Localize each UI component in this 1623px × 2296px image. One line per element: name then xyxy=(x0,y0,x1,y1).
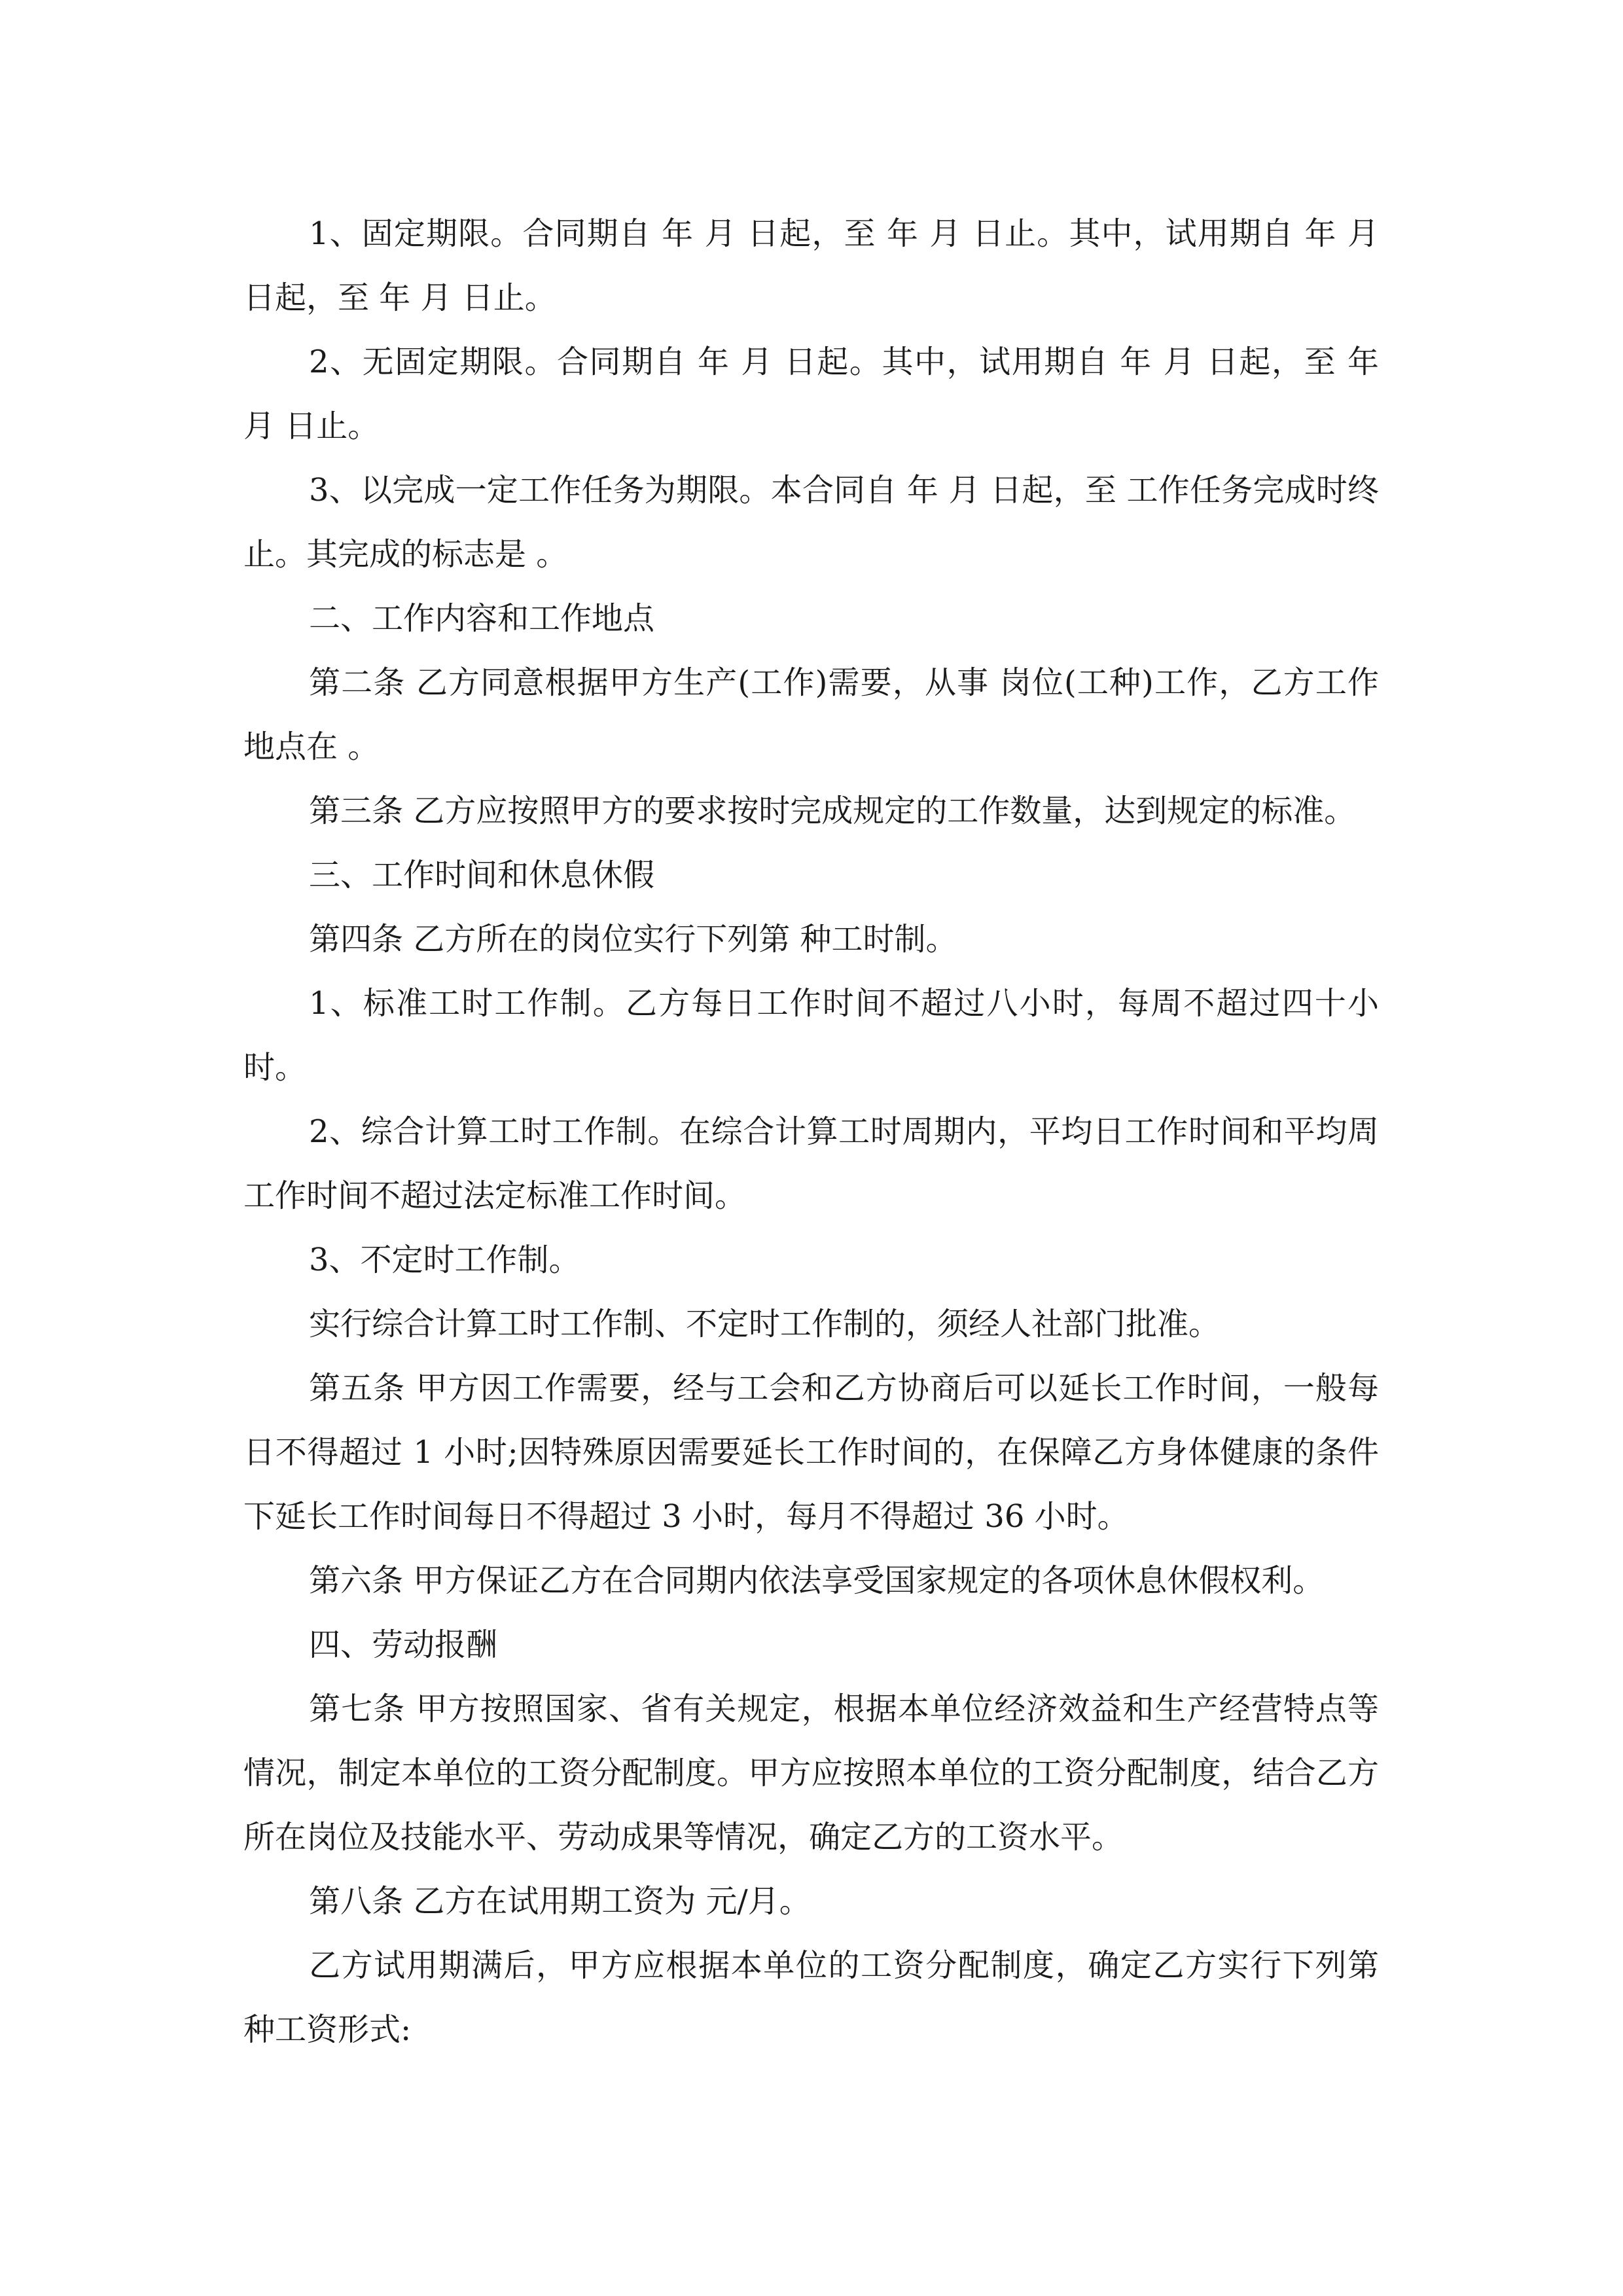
article-3: 第三条 乙方应按照甲方的要求按时完成规定的工作数量，达到规定的标准。 xyxy=(309,793,1356,829)
article-6: 第六条 甲方保证乙方在合同期内依法享受国家规定的各项休息休假权利。 xyxy=(309,1562,1325,1599)
section-heading-remuneration: 四、劳动报酬 xyxy=(309,1626,498,1663)
section-heading-working-hours: 三、工作时间和休息休假 xyxy=(309,857,655,893)
paragraph-open-ended-term: 2、无固定期限。合同期自 年 月 日起。其中，试用期自 年 月 日起，至 年 月 日止。 xyxy=(243,344,1389,444)
paragraph-standard-hours: 1、标准工时工作制。乙方每日工作时间不超过八小时，每周不超过四十小时。 xyxy=(243,985,1379,1086)
paragraph-fixed-term: 1、固定期限。合同期自 年 月 日起，至 年 月 日止。其中，试用期自 年 月 日起，至 年 月 日止。 xyxy=(243,215,1389,316)
paragraph-post-probation-wage: 乙方试用期满后，甲方应根据本单位的工资分配制度，确定乙方实行下列第 种工资形式: xyxy=(243,1947,1389,2048)
article-8: 第八条 乙方在试用期工资为 元/月。 xyxy=(309,1883,811,1920)
paragraph-flexible-hours: 3、不定时工作制。 xyxy=(309,1242,580,1278)
paragraph-task-based-term: 3、以完成一定工作任务为期限。本合同自 年 月 日起，至 工作任务完成时终止。其完成的标志是 。 xyxy=(243,472,1379,573)
article-5: 第五条 甲方因工作需要，经与工会和乙方协商后可以延长工作时间，一般每日不得超过 1 小时;因特殊原因需要延长工作时间的，在保障乙方身体健康的条件下延长工作时间每日不得超过 3 小时，每月不得超过 36 小时。 xyxy=(243,1370,1379,1535)
document-body xyxy=(243,202,1389,2062)
article-4: 第四条 乙方所在的岗位实行下列第 种工时制。 xyxy=(309,921,957,958)
section-heading-work-content: 二、工作内容和工作地点 xyxy=(309,600,655,637)
paragraph-comprehensive-hours: 2、综合计算工时工作制。在综合计算工时周期内，平均日工作时间和平均周工作时间不超过法定标准工作时间。 xyxy=(243,1113,1379,1214)
article-7: 第七条 甲方按照国家、省有关规定，根据本单位经济效益和生产经营特点等情况，制定本单位的工资分配制度。甲方应按照本单位的工资分配制度，结合乙方所在岗位及技能水平、劳动成果等情况，确定乙方的工资水平。 xyxy=(243,1691,1379,1856)
paragraph-approval-note: 实行综合计算工时工作制、不定时工作制的，须经人社部门批准。 xyxy=(309,1306,1221,1342)
article-2: 第二条 乙方同意根据甲方生产(工作)需要，从事 岗位(工种)工作，乙方工作地点在 。 xyxy=(243,664,1379,765)
